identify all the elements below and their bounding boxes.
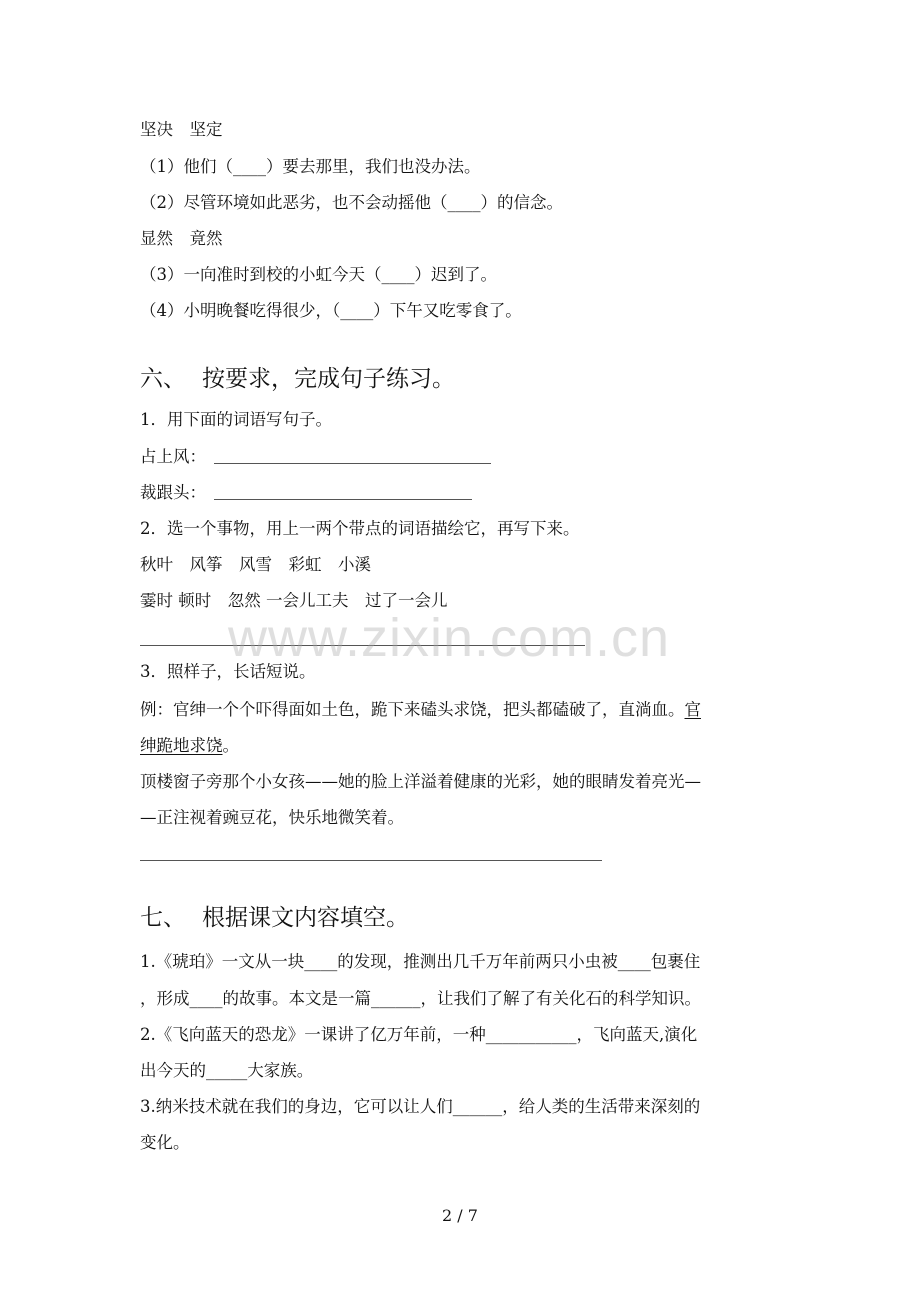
example-sentence: 例：官绅一个个吓得面如土色，跪下来磕头求饶，把头都磕破了，直淌血。 xyxy=(140,700,685,719)
word-pair-2: 显然 竟然 xyxy=(140,229,223,248)
example-answer-start: 官 xyxy=(684,700,701,719)
question-1: （1）他们（____）要去那里，我们也没办法。 xyxy=(140,157,481,176)
question-3: （3）一向准时到校的小虹今天（____）迟到了。 xyxy=(140,265,497,284)
section-6-item-3: 3．照样子，长话短说。 xyxy=(140,662,316,681)
section-6-number: 六、 xyxy=(140,366,186,392)
word-pair-1: 坚决 坚定 xyxy=(140,120,223,139)
section-6-title: 按要求，完成句子练习。 xyxy=(202,366,455,392)
dotted-words-list: 霎时 顿时 忽然 一会儿工夫 过了一会儿 xyxy=(140,591,448,610)
section-7-heading xyxy=(140,903,409,933)
fill-line-3: 2.《飞向蓝天的恐龙》一课讲了亿万年前，一种___________，飞向蓝天,演化 xyxy=(140,1025,698,1044)
answer-line-a xyxy=(214,463,491,464)
section-6-item-1: 1．用下面的词语写句子。 xyxy=(140,410,332,429)
question-4: （4）小明晚餐吃得很少，（____）下午又吃零食了。 xyxy=(140,301,522,320)
exercise-text-line-1: 顶楼窗子旁那个小女孩——她的脸上洋溢着健康的光彩，她的眼睛发着亮光— xyxy=(140,772,701,791)
answer-line-b xyxy=(214,499,472,500)
things-list: 秋叶 风筝 风雪 彩虹 小溪 xyxy=(140,555,371,574)
section-6-item-2: 2．选一个事物，用上一两个带点的词语描绘它，再写下来。 xyxy=(140,519,580,538)
word-prompt-b: 裁跟头： xyxy=(140,483,206,502)
question-2: （2）尽管环境如此恶劣，也不会动摇他（____）的信念。 xyxy=(140,193,563,212)
fill-line-5: 3.纳米技术就在我们的身边，它可以让人们______，给人类的生活带来深刻的 xyxy=(140,1097,701,1116)
fill-line-6: 变化。 xyxy=(140,1133,190,1152)
fill-line-2: ，形成____的故事。本文是一篇______，让我们了解了有关化石的科学知识。 xyxy=(140,989,701,1008)
section-7-number: 七、 xyxy=(140,905,186,931)
exercise-text-line-2: —正注视着豌豆花，快乐地微笑着。 xyxy=(140,808,404,827)
fill-line-1: 1.《琥珀》一文从一块____的发现，推测出几千万年前两只小虫被____包裹住 xyxy=(140,952,701,971)
section-6-heading xyxy=(140,364,455,394)
example-line-1 xyxy=(140,698,701,722)
fill-line-4: 出今天的_____大家族。 xyxy=(140,1061,314,1080)
example-line-2 xyxy=(140,734,239,758)
watermark: www.zixin.com.cn xyxy=(228,608,671,668)
example-answer-end: 绅跪地求饶 xyxy=(140,736,223,755)
section-7-title: 根据课文内容填空。 xyxy=(202,905,409,931)
example-period: 。 xyxy=(222,736,239,755)
page-number: 2 / 7 xyxy=(442,1206,478,1225)
word-prompt-a: 占上风： xyxy=(140,447,206,466)
answer-line-d xyxy=(140,860,602,861)
